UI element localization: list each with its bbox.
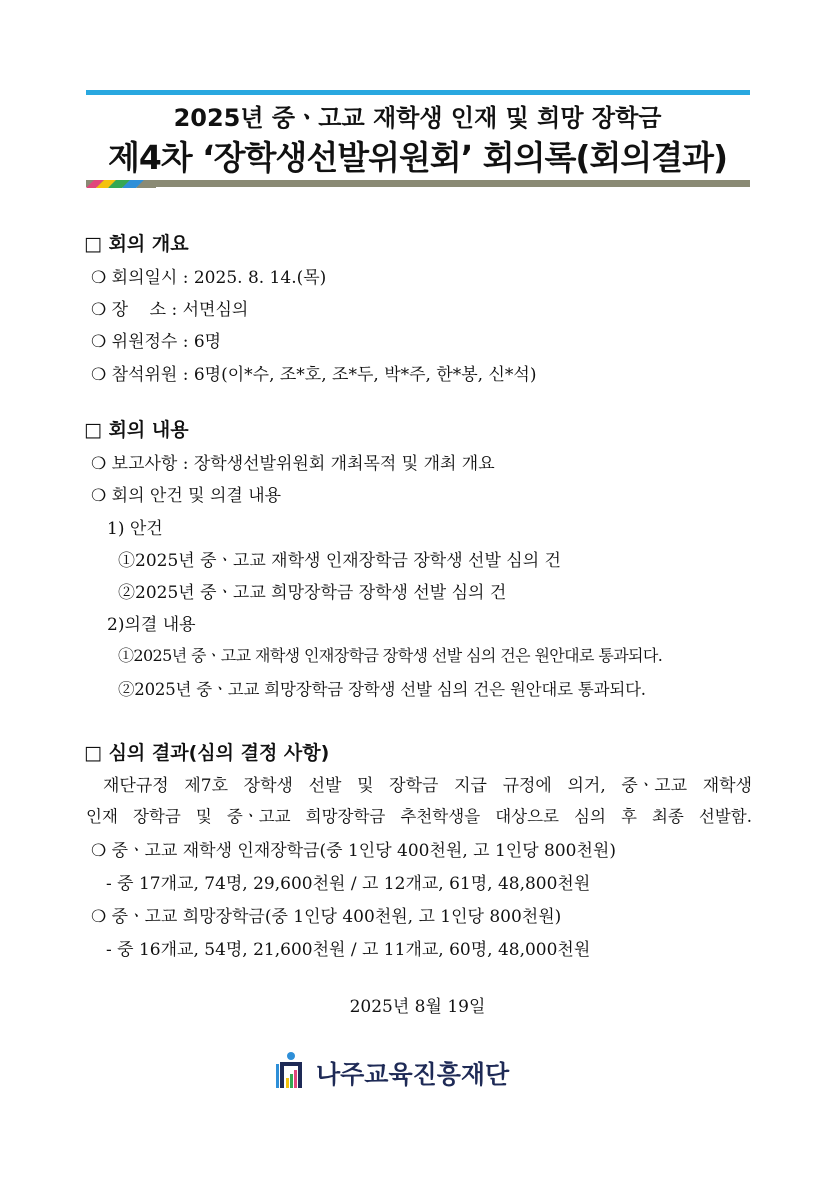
overview-item-place: ❍ 장 소 : 서면심의 — [91, 300, 249, 320]
agenda-item-2: ②2025년 중ㆍ고교 희망장학금 장학생 선발 심의 건 — [118, 583, 507, 603]
agenda-item-1: ①2025년 중ㆍ고교 재학생 인재장학금 장학생 선발 심의 건 — [118, 551, 561, 571]
section-heading-overview: □ 회의 개요 — [84, 233, 189, 255]
overview-item-date: ❍ 회의일시 : 2025. 8. 14.(목) — [91, 268, 327, 288]
foundation-name: 나주교육진흥재단 — [316, 1060, 510, 1089]
talent-scholarship-title: ❍ 중ㆍ고교 재학생 인재장학금(중 1인당 400천원, 고 1인당 800천원) — [91, 841, 616, 861]
resolution-item-1: ①2025년 중ㆍ고교 재학생 인재장학금 장학생 선발 심의 건은 원안대로 통과되다. — [118, 646, 663, 665]
overview-item-attendees: ❍ 참석위원 : 6명(이*수, 조*호, 조*두, 박*주, 한*봉, 신*석) — [91, 365, 537, 385]
result-paragraph-line2: 인재 장학금 및 중ㆍ고교 희망장학금 추천학생을 대상으로 심의 후 최종 선발함. — [86, 807, 752, 826]
section-heading-content: □ 회의 내용 — [84, 419, 189, 441]
resolution-item-2: ②2025년 중ㆍ고교 희망장학금 장학생 선발 심의 건은 원안대로 통과되다. — [118, 680, 646, 699]
overview-item-quorum: ❍ 위원정수 : 6명 — [91, 332, 222, 352]
section-heading-result: □ 심의 결과(심의 결정 사항) — [84, 742, 330, 764]
resolution-label: 2)의결 내용 — [107, 615, 196, 635]
document-title-line1: 2025년 중ㆍ고교 재학생 인재 및 희망 장학금 — [173, 104, 662, 132]
content-report: ❍ 보고사항 : 장학생선발위원회 개최목적 및 개최 개요 — [91, 454, 495, 474]
header-color-accent — [86, 176, 156, 188]
hope-scholarship-title: ❍ 중ㆍ고교 희망장학금(중 1인당 400천원, 고 1인당 800천원) — [91, 907, 562, 927]
result-paragraph-line1: 재단규정 제7호 장학생 선발 및 장학금 지급 규정에 의거, 중ㆍ고교 재학생 — [103, 776, 752, 796]
document-title-line2: 제4차 ‘장학생선발위원회’ 회의록(회의결과) — [107, 138, 728, 177]
talent-scholarship-detail: - 중 17개교, 74명, 29,600천원 / 고 12개교, 61명, 48,800천원 — [106, 874, 591, 894]
header-bottom-rule — [86, 180, 750, 187]
hope-scholarship-detail: - 중 16개교, 54명, 21,600천원 / 고 11개교, 60명, 48,000천원 — [106, 940, 591, 960]
header-top-rule — [86, 90, 750, 95]
foundation-logo-icon — [274, 1050, 308, 1090]
agenda-label: 1) 안건 — [107, 519, 163, 539]
content-agenda-title: ❍ 회의 안건 및 의결 내용 — [91, 486, 282, 506]
document-date: 2025년 8월 19일 — [349, 997, 486, 1017]
